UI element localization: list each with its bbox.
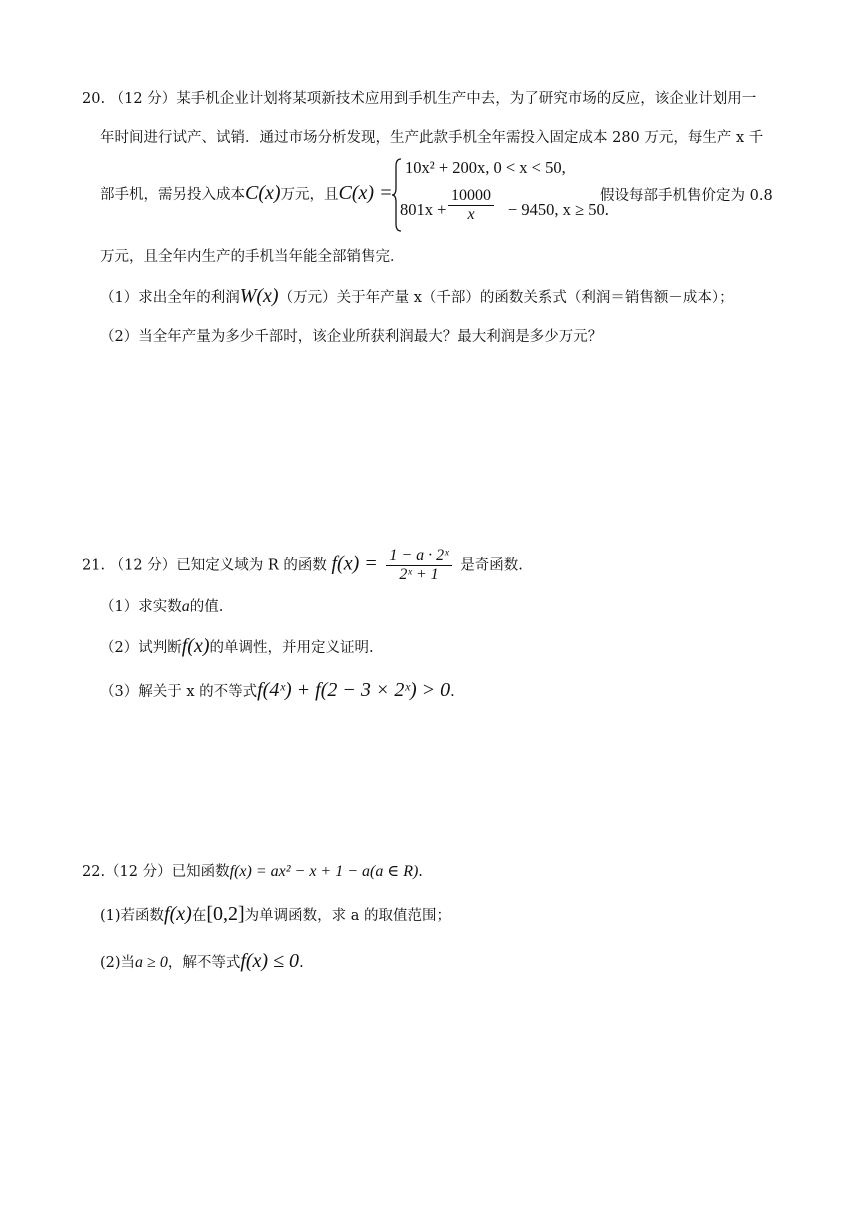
q22-part-1 (100, 904, 451, 926)
q20-line-1 (82, 89, 756, 109)
q20-line-3-post (600, 186, 773, 206)
q21-part-3-pre: （3）解关于 x 的不等式 (100, 684, 258, 700)
q22-part-1-post: 为单调函数，求 a 的取值范围； (244, 908, 452, 924)
q20-cost-equals: C(x) = (338, 182, 393, 204)
q20-text-4: 万元，且全年内生产的手机当年能全部销售完． (100, 249, 405, 265)
q20-line-4 (100, 247, 405, 267)
q22-interval: [0,2] (206, 903, 245, 925)
q21-text-1-pre: 21. （12 分）已知定义域为 R 的函数 (82, 557, 327, 574)
q22-function: f(x) = ax² − x + 1 − a(a ∈ R) (229, 863, 419, 880)
q20-part-1-post: （万元）关于年产量 x（千部）的函数关系式（利润＝销售额－成本）； (278, 290, 734, 306)
q20-line-2 (100, 128, 763, 148)
case2-denominator: x (467, 206, 475, 223)
q22-part-1-func: f(x) (164, 903, 192, 925)
q22-text-1-post: . (418, 864, 423, 880)
q20-text-3-pre: 部手机，需另投入成本 (100, 187, 245, 203)
q20-text-2: 年时间进行试产、试销．通过市场分析发现，生产此款手机全年需投入固定成本 280 万元，每生产 x 千 (100, 130, 764, 146)
q20-part-1-pre: （1）求出全年的利润 (100, 290, 240, 306)
q21-inequality: f(4ˣ) + f(2 − 3 × 2ˣ) > 0 (257, 679, 451, 701)
q21-line-1 (82, 547, 523, 584)
q20-profit-function: W(x) (239, 285, 279, 307)
q20-text-1: 20. （12 分）某手机企业计划将某项新技术应用到手机生产中去，为了研究市场的反应，该企业计划用一 (82, 91, 757, 107)
case2-fraction (448, 187, 494, 224)
q20-text-3-mid: 万元，且 (280, 187, 339, 203)
q21-part-2-func: f(x) (181, 635, 210, 657)
q21-part-1-pre: （1）求实数 (100, 599, 182, 615)
q21-part-1-var: a (181, 598, 190, 615)
q22-inequality: f(x) ≤ 0 (240, 950, 300, 972)
q21-part-3-post: . (450, 684, 455, 700)
q20-part-2-text: （2）当全年产量为多少千部时，该企业所获利润最大？最大利润是多少万元？ (100, 329, 603, 345)
q21-text-1-post: 是奇函数. (460, 557, 523, 574)
q22-part-2-post: . (299, 955, 304, 971)
q22-text-1-pre: 22.（12 分）已知函数 (82, 864, 230, 880)
q20-text-3-post: 假设每部手机售价定为 0.8 (600, 188, 773, 204)
piecewise-case-1: 10x² + 200x, 0 < x < 50, (405, 158, 566, 177)
q21-part-2-pre: （2）试判断 (100, 640, 182, 656)
q21-numerator: 1 − a · 2ˣ (386, 547, 451, 566)
q22-condition: a ≥ 0 (135, 954, 168, 971)
case2-pre: 801x + (400, 200, 447, 219)
q22-part-1-pre: (1)若函数 (100, 908, 165, 924)
piecewise-brace (392, 158, 402, 232)
q22-line-1 (82, 862, 423, 882)
q22-part-1-mid: 在 (191, 908, 207, 924)
q21-part-1-post: 的值. (189, 599, 224, 615)
q21-denominator: 2ˣ + 1 (399, 566, 439, 583)
q21-function: f(x) = (331, 552, 378, 575)
q20-part-1 (100, 286, 734, 308)
q21-part-2 (100, 636, 374, 658)
q21-part-2-post: 的单调性，并用定义证明. (209, 640, 374, 656)
q22-part-2-mid: ，解不等式 (167, 955, 241, 971)
q22-part-2 (100, 951, 304, 973)
q20-cost-function: C(x) (245, 182, 281, 204)
q21-part-1 (100, 597, 223, 617)
q22-part-2-pre: (2)当 (100, 955, 136, 971)
q20-line-3 (100, 183, 393, 205)
q20-part-2 (100, 327, 602, 347)
case2-numerator: 10000 (448, 187, 494, 206)
case2-post: − 9450, x ≥ 50. (508, 200, 609, 219)
q21-fraction (386, 547, 451, 584)
q21-part-3 (100, 680, 455, 702)
